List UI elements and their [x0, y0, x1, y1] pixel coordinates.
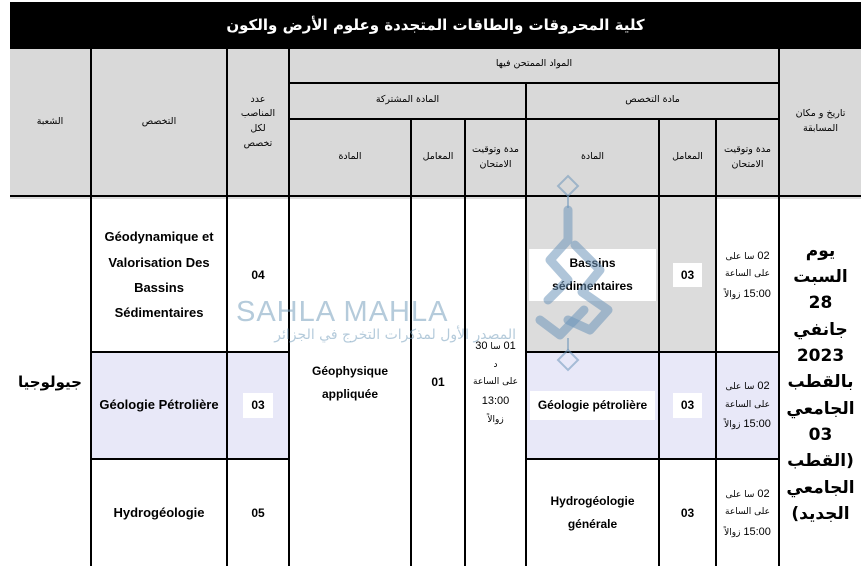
duration-value: 02	[757, 487, 770, 500]
grid-line	[10, 47, 861, 49]
positions-count: 05	[251, 505, 265, 520]
positions-cell	[228, 460, 288, 566]
header-common-duration: مدة وتوقيت الامتحان	[472, 143, 519, 170]
grid-line	[226, 47, 228, 566]
header-specialty-duration: مدة وتوقيت الامتحان	[724, 143, 771, 170]
time-prefix: على الساعة	[725, 507, 770, 518]
common-subject-cell	[290, 199, 410, 566]
grid-line	[778, 47, 780, 566]
grid-line	[464, 118, 466, 566]
header-branch: الشعبة	[36, 115, 64, 127]
time-prefix: على الساعة	[725, 399, 770, 410]
header-specialty: التخصص	[141, 115, 177, 127]
watermark-brand: SAHLA MAHLA	[236, 296, 449, 328]
header-specialty-subject-name: المادة	[580, 151, 605, 163]
time-suffix: زوالاً	[724, 420, 741, 431]
specialty-coefficient: 03	[673, 393, 702, 418]
common-duration-value: 01	[503, 339, 516, 352]
branch-cell: جيولوجيا	[10, 199, 90, 566]
header-common-subject-name: المادة	[338, 151, 362, 163]
specialty-duration-cell: 02 سا على على الساعة 15:00 زوالاً	[717, 353, 778, 458]
specialty-coefficient-cell	[660, 353, 715, 458]
common-time-suffix: زوالاً	[487, 414, 504, 425]
faculty-title: كلية المحروقات والطاقات المتجددة وعلوم الأرض والكون	[10, 2, 861, 47]
grid-line	[715, 118, 717, 566]
common-duration-cell	[466, 199, 525, 566]
grid-line	[10, 195, 861, 197]
time-value: 15:00	[743, 418, 771, 431]
time-suffix: زوالاً	[724, 289, 741, 300]
time-prefix: على الساعة	[725, 269, 770, 280]
table-row	[92, 199, 226, 351]
header-common-subject: المادة المشتركة	[375, 93, 440, 105]
header-common-coefficient: المعامل	[422, 151, 454, 163]
duration-unit: سا	[744, 489, 755, 500]
header-date-place: تاريخ و مكان المسابقة	[795, 108, 846, 134]
time-suffix: زوالاً	[724, 527, 741, 538]
grid-line	[527, 458, 778, 460]
table-row	[92, 353, 226, 458]
header-specialty-coefficient: المعامل	[672, 151, 703, 163]
specialty-name: Géodynamique et Valorisation Des Bassins Sédimentaires	[104, 229, 214, 321]
watermark-logo	[520, 170, 630, 380]
time-value: 15:00	[743, 287, 771, 300]
grid-line	[288, 47, 290, 566]
specialty-name: Hydrogéologie	[113, 504, 205, 520]
grid-line	[290, 118, 778, 120]
common-time-prefix: على الساعة	[473, 376, 518, 387]
header-specialty-subject: مادة التخصص	[625, 93, 680, 105]
grid-line	[92, 458, 288, 460]
specialty-name: Géologie Pétrolière	[99, 397, 219, 413]
common-time-value: 13:00	[481, 395, 510, 408]
positions-count: 03	[243, 393, 272, 418]
header-positions: عدد المناصب لكل تخصص	[240, 93, 276, 149]
duration-unit: سا	[744, 251, 755, 262]
common-coefficient: 01	[431, 375, 445, 390]
common-duration-minutes: 30	[475, 339, 488, 352]
time-value: 15:00	[743, 525, 771, 538]
date-place-cell: يوم السبت 28 جانفي 2023 بالقطب الجامعي 03 (القطب الجامعي الجديد)	[780, 199, 861, 566]
positions-cell	[228, 199, 288, 351]
duration-value: 02	[757, 249, 770, 262]
specialty-coefficient-cell	[660, 199, 715, 351]
specialty-duration-cell: 02 سا على على الساعة 15:00 زوالاً	[717, 460, 778, 566]
specialty-duration-cell: 02 سا على على الساعة 15:00 زوالاً	[717, 199, 778, 351]
duration-value: 02	[757, 380, 770, 393]
grid-line	[290, 82, 778, 84]
watermark-tagline: المصدر الأول لمذكرات التخرج في الجزائر	[274, 327, 516, 343]
specialty-coefficient-cell	[660, 460, 715, 566]
specialty-subject-name: Hydrogéologie générale	[550, 494, 635, 531]
common-duration-unit-minutes: د	[493, 359, 498, 370]
positions-count: 04	[251, 267, 265, 282]
specialty-subject-cell	[527, 460, 658, 566]
grid-line	[658, 118, 660, 566]
duration-unit: سا	[744, 382, 755, 393]
grid-line	[90, 47, 92, 566]
specialty-coefficient: 03	[673, 263, 702, 288]
positions-cell	[228, 353, 288, 458]
specialty-subject-name: Bassins sédimentaires	[529, 249, 656, 301]
header-subjects: المواد الممتحن فيها	[495, 58, 573, 70]
specialty-subject-name: Géologie pétrolière	[530, 391, 655, 420]
common-subject-name: Géophysique appliquée	[311, 363, 388, 401]
common-coefficient-cell	[412, 199, 464, 566]
grid-line	[92, 351, 288, 353]
grid-line	[410, 118, 412, 566]
specialty-coefficient: 03	[680, 505, 695, 520]
common-duration-unit: سا	[490, 341, 501, 352]
table-row	[92, 460, 226, 566]
